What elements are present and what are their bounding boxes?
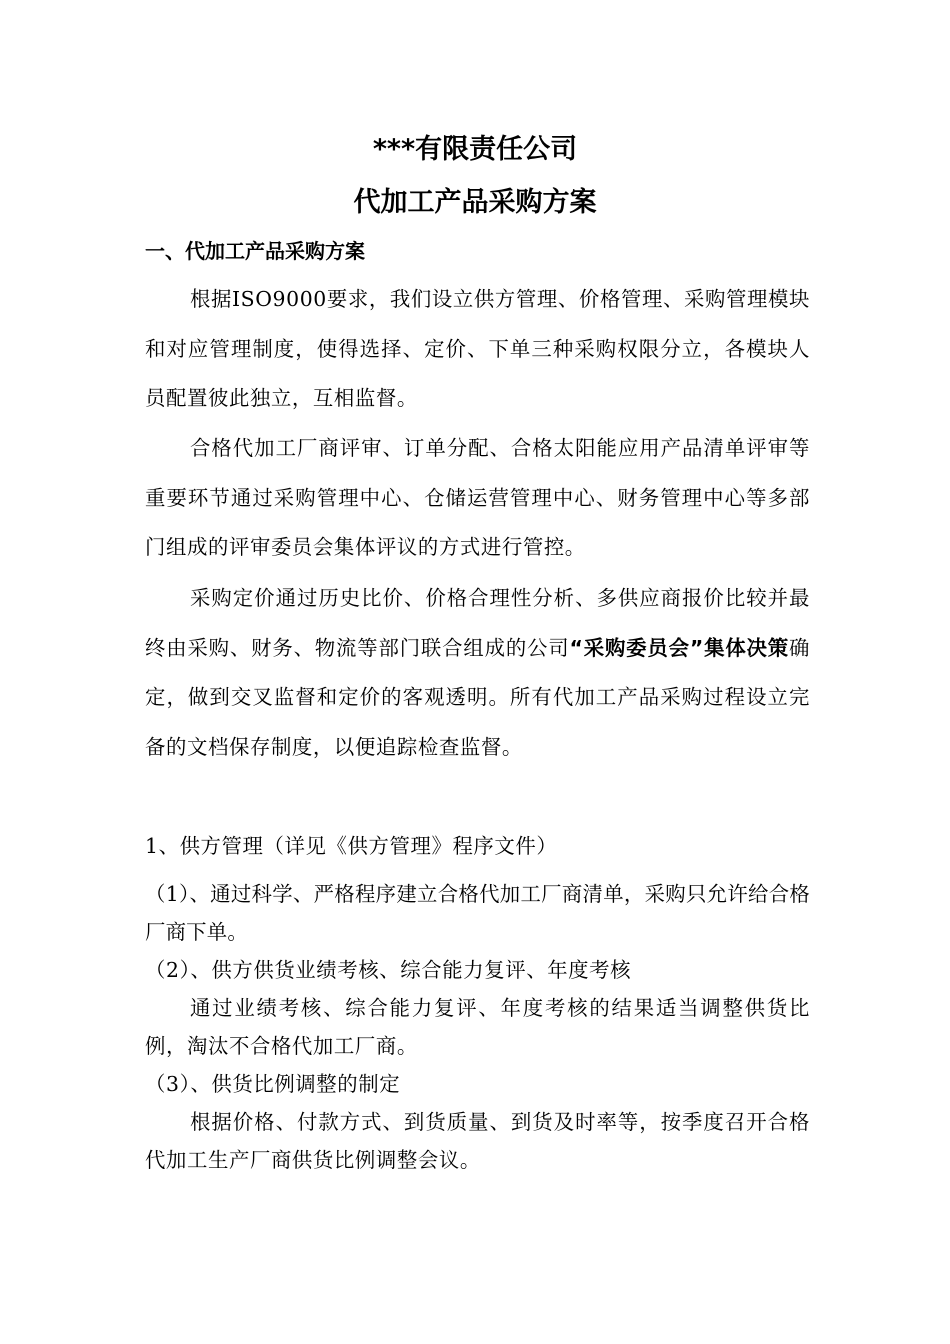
list-item-1: （1）、通过科学、严格程序建立合格代加工厂商清单，采购只允许给合格厂商下单。 (145, 882, 810, 944)
paragraph-review-committee: 合格代加工厂商评审、订单分配、合格太阳能应用产品清单评审等重要环节通过采购管理中心、仓储运营管理中心、财务管理中心等多部门组成的评审委员会集体评议的方式进行管控。 (145, 436, 810, 559)
paragraph-pricing (145, 574, 810, 772)
paragraph-iso9000: 根据ISO9000要求，我们设立供方管理、价格管理、采购管理模块和对应管理制度，使得选择、定价、下单三种采购权限分立，各模块人员配置彼此独立，互相监督。 (145, 287, 810, 410)
list-item-2-body: 通过业绩考核、综合能力复评、年度考核的结果适当调整供货比例，淘汰不合格代加工厂商。 (145, 996, 810, 1058)
list-item-2-heading: （2）、供方供货业绩考核、综合能力复评、年度考核 (145, 958, 632, 982)
section-heading: 一、代加工产品采购方案 (145, 239, 365, 263)
document-title-company: ***有限责任公司 (372, 134, 578, 165)
paragraph-pricing-start: 采购定价通过历史比价、价格合理性分析、多供应商报价比较并最终由采购、财务、物流等部门联合组成的公司 (145, 586, 810, 660)
paragraph-pricing-end: 确定，做到交叉监督和定价的客观透明。所有代加工产品采购过程设立完备的文档保存制度，以便追踪检查监督。 (145, 635, 810, 759)
list-item-3-body: 根据价格、付款方式、到货质量、到货及时率等，按季度召开合格代加工生产厂商供货比例调整会议。 (145, 1110, 810, 1172)
paragraph-pricing-emphasis: “采购委员会”集体决策 (569, 635, 789, 660)
list-item-3-heading: （3）、供货比例调整的制定 (145, 1072, 401, 1096)
document-title: 代加工产品采购方案 (353, 187, 597, 218)
subsection-heading-supplier: 1、供方管理（详见《供方管理》程序文件） (145, 834, 558, 858)
